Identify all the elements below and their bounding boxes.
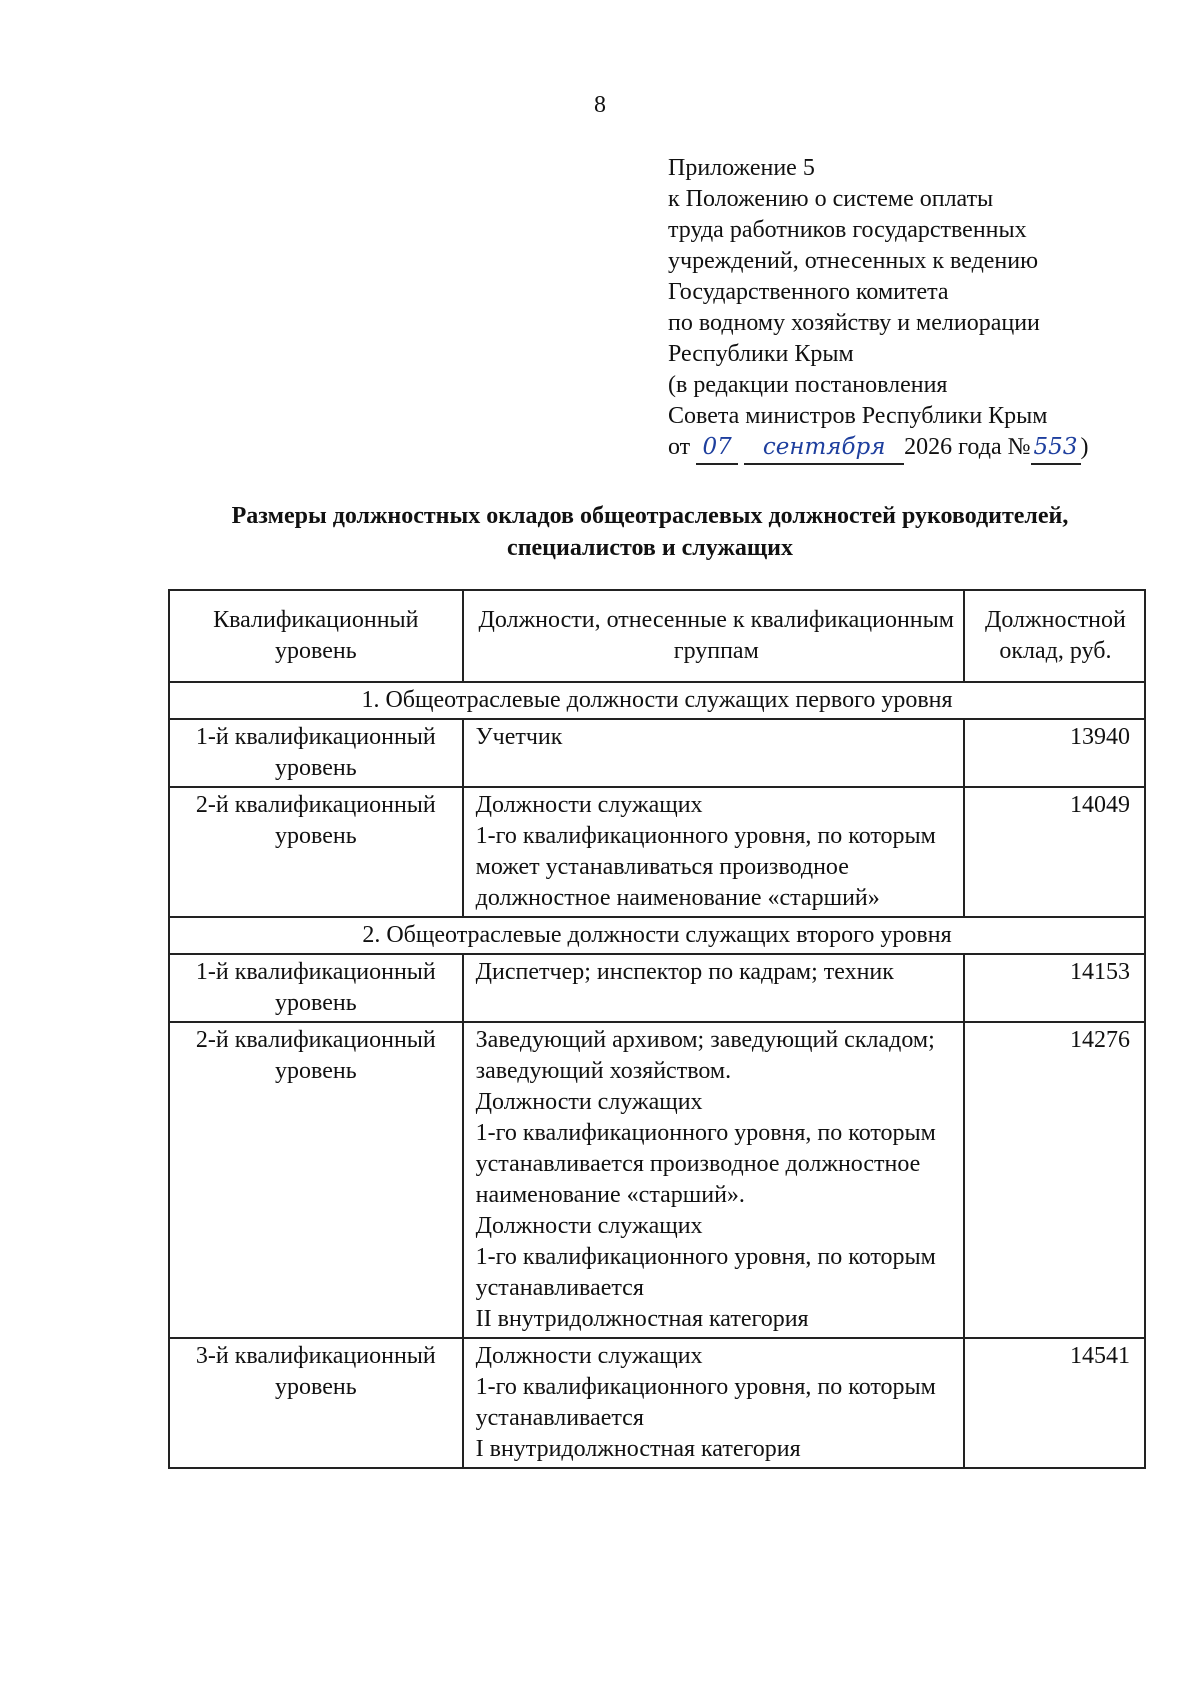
from-label: от: [668, 434, 691, 460]
positions-text: I внутридолжностная категория: [475, 1436, 801, 1462]
positions-cell: [463, 1022, 964, 1338]
appendix-line: Совета министров Республики Крым: [668, 403, 1048, 429]
appendix-line: Республики Крым: [668, 341, 854, 367]
handwritten-month: сентября: [744, 432, 904, 465]
appendix-line: Приложение 5: [668, 155, 815, 181]
handwritten-number: 553: [1031, 432, 1081, 465]
level-cell: 1-й квалификационный уровень: [169, 954, 463, 1022]
decree-date-line: [668, 432, 1089, 465]
header-positions: Должности, отнесенные к квалификационным группам: [463, 590, 964, 682]
table-row: [169, 787, 1145, 917]
appendix-line: учреждений, отнесенных к ведению: [668, 248, 1039, 274]
positions-cell: [463, 719, 964, 787]
document-title: [150, 500, 1150, 564]
year-text: 2026 года №: [904, 434, 1031, 460]
positions-text: 1-го квалификационного уровня, по которым может устанавливаться производное должностное наименование «старший»: [475, 823, 936, 911]
handwritten-day: 07: [696, 432, 738, 465]
appendix-line: по водному хозяйству и мелиорации: [668, 310, 1040, 336]
section-title: 1. Общеотраслевые должности служащих первого уровня: [169, 682, 1145, 719]
level-cell: 2-й квалификационный уровень: [169, 1022, 463, 1338]
level-cell: 1-й квалификационный уровень: [169, 719, 463, 787]
positions-cell: [463, 1338, 964, 1468]
table-row: [169, 1022, 1145, 1338]
section-row: [169, 917, 1145, 954]
salary-cell: 14153: [964, 954, 1145, 1022]
title-line-1: Размеры должностных окладов общеотраслевых должностей руководителей,: [231, 503, 1069, 529]
positions-text: II внутридолжностная категория: [475, 1306, 809, 1332]
table-row: [169, 1338, 1145, 1468]
positions-text: Должности служащих: [475, 792, 703, 818]
salary-cell: 13940: [964, 719, 1145, 787]
level-cell: 2-й квалификационный уровень: [169, 787, 463, 917]
salary-table: [168, 589, 1146, 1469]
appendix-block: [668, 153, 1089, 465]
appendix-line: труда работников государственных: [668, 217, 1027, 243]
level-cell: 3-й квалификационный уровень: [169, 1338, 463, 1468]
salary-cell: 14049: [964, 787, 1145, 917]
positions-cell: [463, 787, 964, 917]
appendix-line: Государственного комитета: [668, 279, 949, 305]
positions-cell: [463, 954, 964, 1022]
positions-text: 1-го квалификационного уровня, по которым устанавливается производное должностное наименование «старший».: [475, 1120, 936, 1208]
positions-text: Должности служащих: [475, 1213, 703, 1239]
positions-text: Должности служащих: [475, 1343, 703, 1369]
table-header-row: [169, 590, 1145, 682]
appendix-line: (в редакции постановления: [668, 372, 948, 398]
title-line-2: специалистов и служащих: [507, 535, 793, 561]
closing-paren: ): [1080, 434, 1089, 460]
positions-text: Заведующий архивом; заведующий складом; заведующий хозяйством.: [475, 1027, 935, 1084]
header-salary: Должностной оклад, руб.: [964, 590, 1145, 682]
page-number: 8: [594, 92, 606, 118]
salary-cell: 14541: [964, 1338, 1145, 1468]
table-row: [169, 954, 1145, 1022]
appendix-line: к Положению о системе оплаты: [668, 186, 994, 212]
table-row: [169, 719, 1145, 787]
salary-cell: 14276: [964, 1022, 1145, 1338]
header-level: Квалификационный уровень: [169, 590, 463, 682]
positions-text: Диспетчер; инспектор по кадрам; техник: [475, 959, 894, 985]
positions-text: Должности служащих: [475, 1089, 703, 1115]
positions-text: Учетчик: [475, 724, 563, 750]
section-title: 2. Общеотраслевые должности служащих второго уровня: [169, 917, 1145, 954]
section-row: [169, 682, 1145, 719]
positions-text: 1-го квалификационного уровня, по которым устанавливается: [475, 1374, 936, 1431]
positions-text: 1-го квалификационного уровня, по которым устанавливается: [475, 1244, 936, 1301]
